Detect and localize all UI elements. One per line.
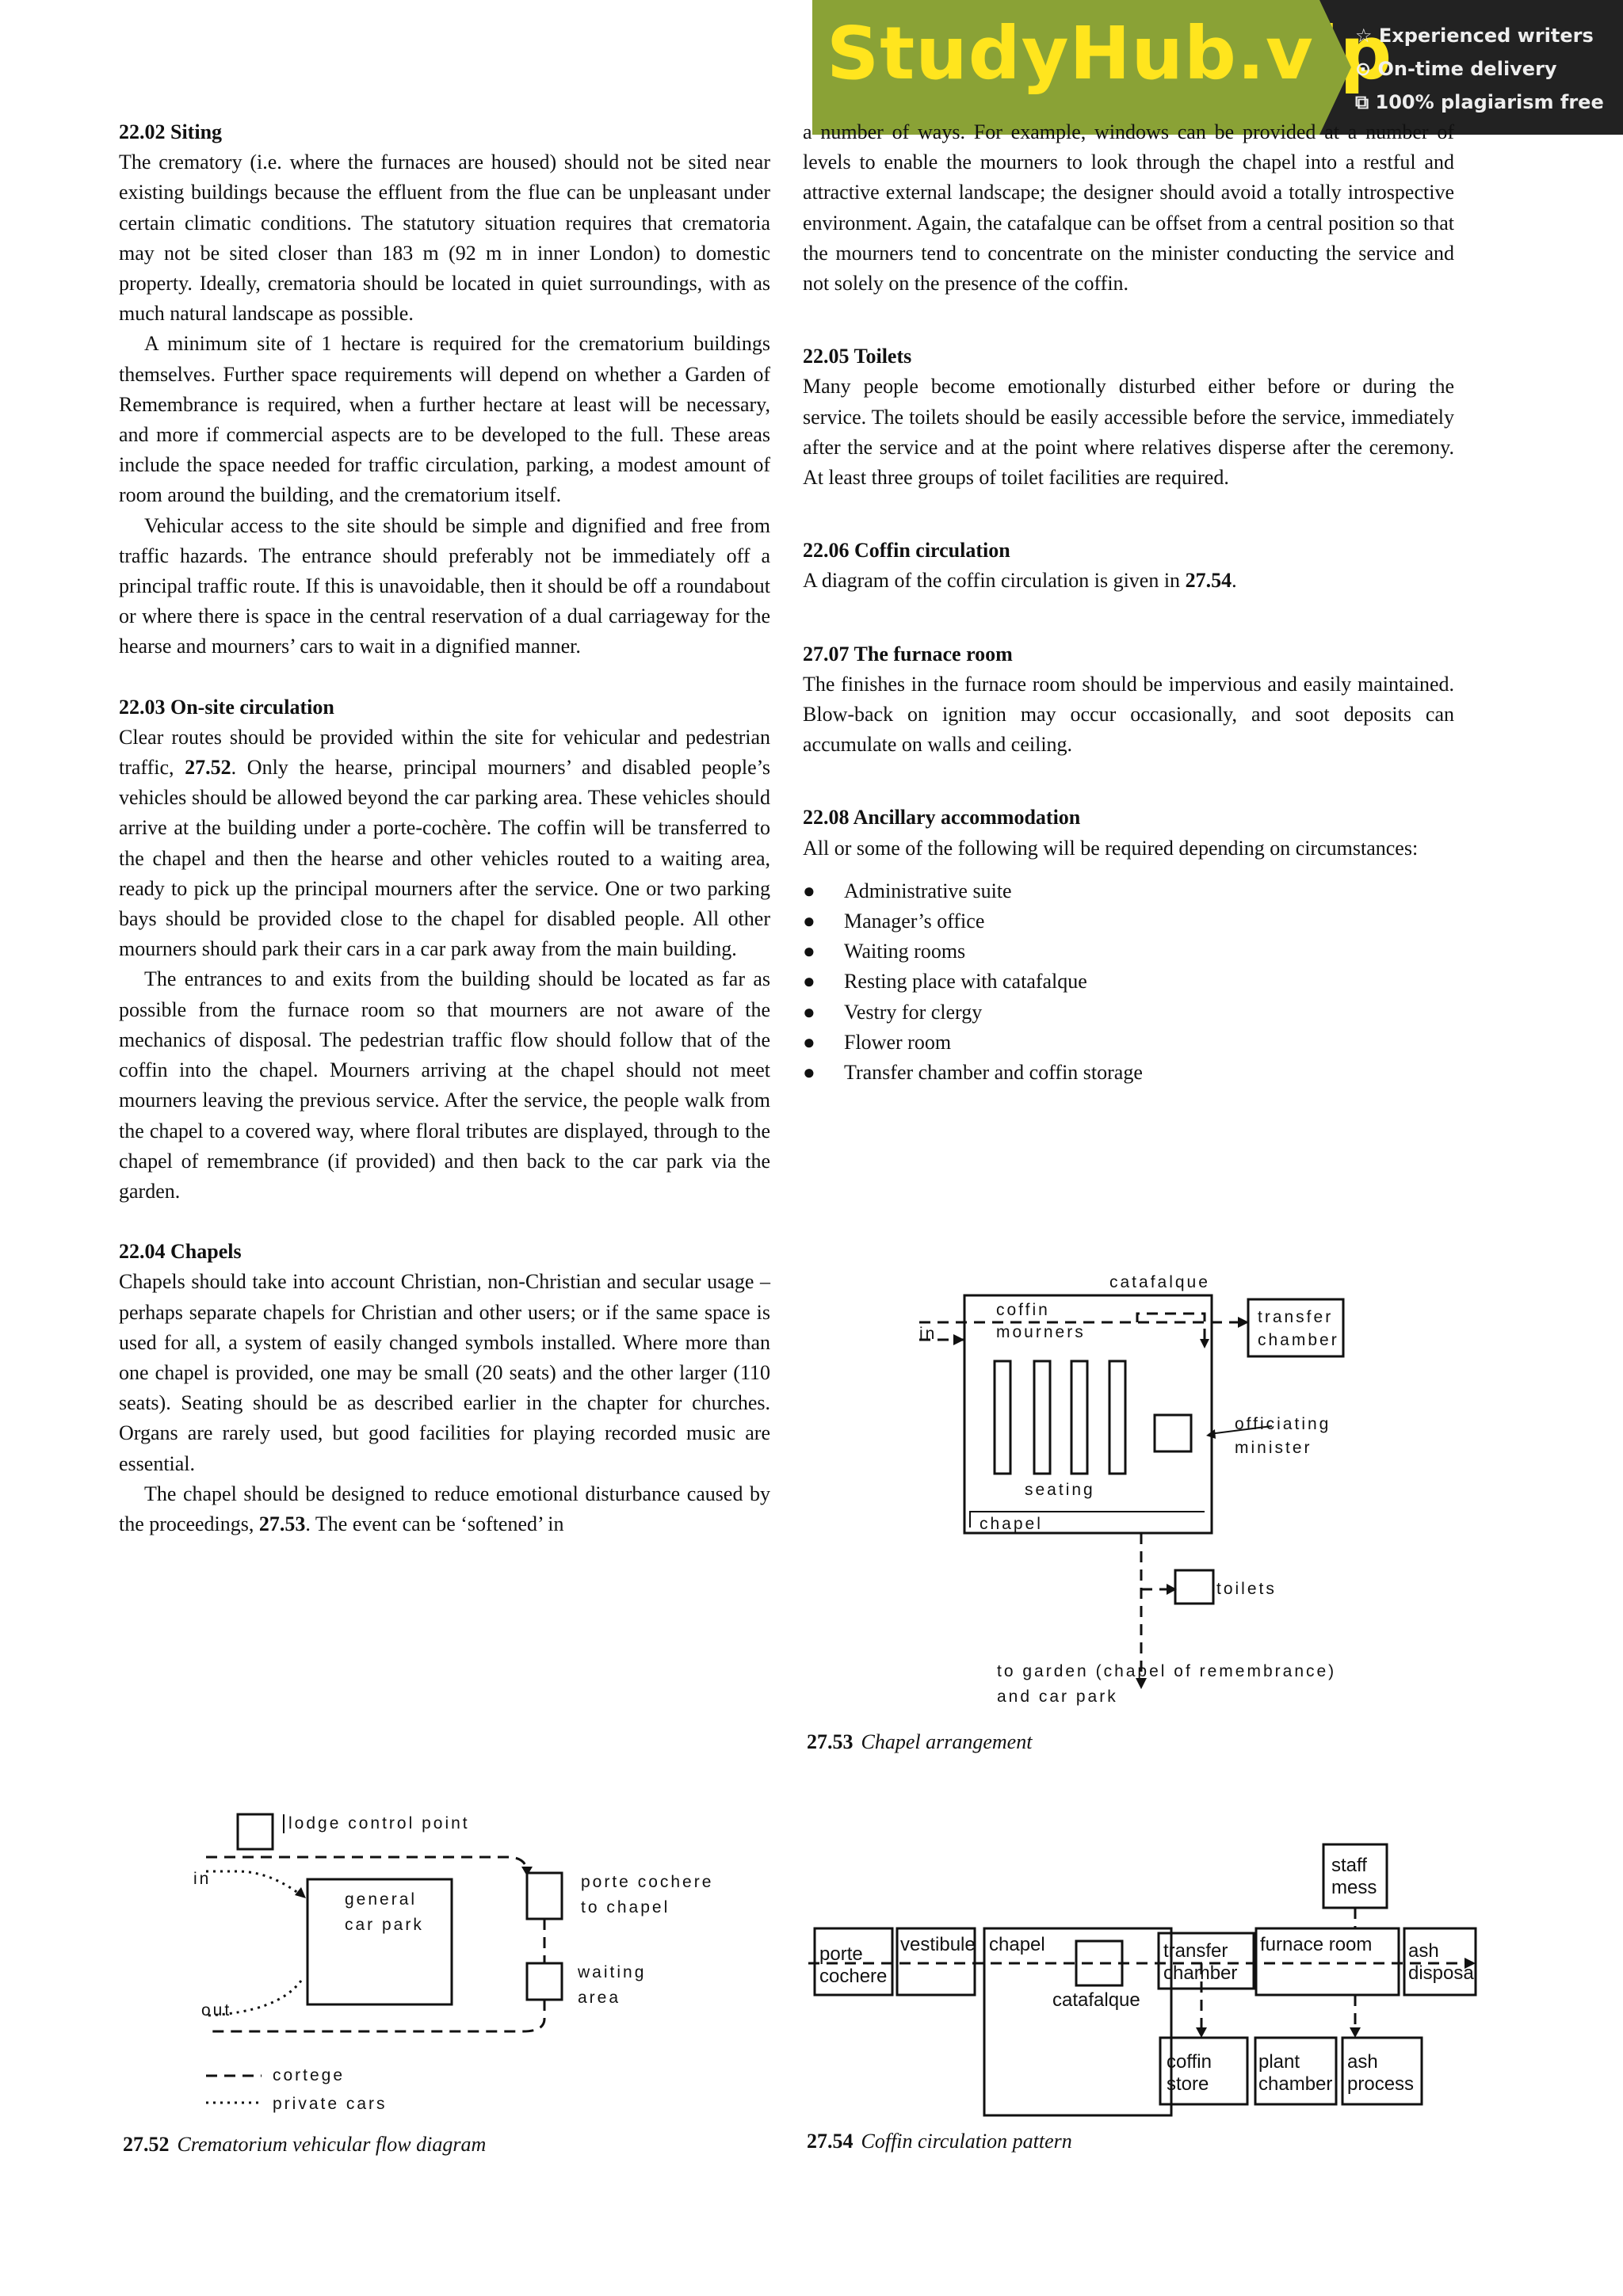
label-seating: seating	[1025, 1481, 1095, 1499]
list-item: ● Manager’s office	[803, 906, 1454, 936]
label-ash-process-ash: ash	[1347, 2051, 1378, 2073]
heading-furnace-room: 27.07 The furnace room	[803, 642, 1013, 666]
staff-mess-box	[1323, 1844, 1387, 1908]
label-coffin: coffin	[996, 1301, 1050, 1319]
list-item: ● Administrative suite	[803, 876, 1454, 906]
label-coffin: coffin	[1167, 2051, 1212, 2073]
ancillary-list	[803, 876, 1454, 1088]
paragraph: A minimum site of 1 hectare is required for the crematorium buildings themselves. Further space requirements will depend on whether a Garden of Remembrance is required, when a further hectare at least will be necessary, and more if commercial aspects are to be developed to the full. These areas include the space needed for traffic circulation, parking, a modest amount of room around the building, and the crematorium itself.	[119, 332, 770, 507]
label-porte: porte	[819, 1943, 863, 1965]
label-porte-cochere: porte cochere	[581, 1873, 714, 1891]
paragraph: The entrances to and exits from the building should be located as far as possible from the furnace room so that mourners are not aware of the mechanics of disposal. The pedestrian traffic flow should follow that of the coffin into the chapel. Mourners arriving at the chapel should not meet mourners leaving the previous service. After the service, the people walk from the chapel to a covered way, where floral tributes are displayed, through to the chapel of remembrance (if provided) and then back to the car park via the garden.	[119, 967, 770, 1203]
figure-ref[interactable]: 27.54	[1185, 569, 1232, 593]
label-plant: plant	[1258, 2051, 1300, 2073]
list-item: ● Vestry for clergy	[803, 997, 1454, 1028]
heading-chapels: 22.04 Chapels	[119, 1240, 242, 1264]
label-waiting: waiting	[578, 1963, 647, 1981]
waiting-area-box	[527, 1963, 562, 2000]
label-mourners: mourners	[996, 1323, 1086, 1341]
vehicular-flow-diagram	[190, 1798, 745, 2115]
paragraph: Clear routes should be provided within the site for vehicular and pedestrian traffic, 27.52. Only the hearse, principal mourners’ and disabled people’s vehicles should be allowed beyond the car parking area. These vehicles should arrive at the building under a porte-cochère. The coffin will be transferred to the chapel and then the hearse and other vehicles routed to a waiting area, ready to pick up the principal mourners after the service. One or two parking bays should be provided close to the chapel for disabled people. All other mourners should park their cars in a car park away from the main building.	[119, 725, 770, 961]
feature-plagiarism: ⧉ 100% plagiarism free	[1355, 91, 1604, 113]
label-general: general	[345, 1890, 418, 1909]
feature-writers: ☆ Experienced writers	[1355, 25, 1594, 47]
studyhub-logo: StudyHub.vip	[827, 11, 1393, 96]
heading-ancillary: 22.08 Ancillary accommodation	[803, 806, 1081, 830]
heading-onsite-circulation: 22.03 On-site circulation	[119, 695, 334, 719]
paragraph: All or some of the following will be required depending on circumstances:	[803, 836, 1419, 860]
label-car-park: and car park	[997, 1688, 1118, 1706]
paragraph: The chapel should be designed to reduce emotional disturbance caused by the proceedings, 27.53. The event can be ‘softened’ in	[119, 1482, 770, 1535]
seating-row	[1071, 1361, 1087, 1474]
feature-delivery: ⊙ On-time delivery	[1355, 58, 1557, 80]
coffin-circulation-diagram	[808, 1830, 1482, 2131]
porte-cochere-box	[527, 1873, 562, 1919]
label-disposal: disposal	[1408, 1962, 1479, 1984]
paragraph: Chapels should take into account Christian, non-Christian and secular usage – perhaps separate chapels for Christian and other users; or if the same space is used for all, a system of easily changed symbols installed. Where more than one chapel is provided, one may be small (20 seats) and the other larger (110 seats). Seating should be as described earlier in the chapter for churches. Organs are rarely used, but good facilities for playing recorded music are essential.	[119, 1270, 770, 1475]
label-lodge: lodge control point	[288, 1814, 470, 1833]
toilets-box	[1175, 1570, 1213, 1604]
label-mess: mess	[1331, 1877, 1377, 1898]
legend-cortege: cortege	[273, 2066, 346, 2084]
list-item: ● Flower room	[803, 1028, 1454, 1058]
minister-box	[1155, 1415, 1191, 1451]
list-item: ● Transfer chamber and coffin storage	[803, 1058, 1454, 1088]
legend-private-cars: private cars	[273, 2095, 388, 2113]
label-ash: ash	[1408, 1940, 1439, 1962]
seating-row	[1034, 1361, 1050, 1474]
paragraph: The crematory (i.e. where the furnaces are housed) should not be sited near existing buildings because the effluent from the flue can be unpleasant under certain climatic conditions. The statutory situation requires that crematoria may not be sited closer than 183 m (92 m in inner London) to domestic property. Ideally, crematoria should be located in quiet surroundings, with as much natural landscape as possible.	[119, 151, 770, 326]
label-catafalque: catafalque	[1052, 1989, 1140, 2011]
label-in: in	[193, 1870, 212, 1888]
label-transfer: transfer	[1258, 1308, 1334, 1326]
label-cochere: cochere	[819, 1966, 888, 1987]
label-chamber: chamber	[1258, 1331, 1339, 1349]
paragraph-continued: a number of ways. For example, windows can be provided at a number of levels to enable the mourners to look through the chapel into a restful and attractive external landscape; the designer should avoid a totally introspective environment. Again, the catafalque can be offset from a central position so that the mourners tend to concentrate on the minister conducting the service and not solely on the presence of the coffin.	[803, 120, 1454, 296]
paragraph: The finishes in the furnace room should be impervious and easily maintained. Blow-back on ignition may occur occasionally, and soot deposits can accumulate on walls and ceiling.	[803, 672, 1454, 757]
chapel-box	[984, 1928, 1171, 2115]
lodge-box	[238, 1814, 273, 1849]
paragraph: A diagram of the coffin circulation is given in 27.54.	[803, 569, 1237, 593]
right-column	[803, 117, 1454, 1088]
heading-toilets: 22.05 Toilets	[803, 345, 912, 368]
seating-row	[1109, 1361, 1125, 1474]
label-furnace-room: furnace room	[1260, 1934, 1373, 1955]
list-item: ● Waiting rooms	[803, 936, 1454, 967]
label-area: area	[578, 1989, 621, 2007]
paragraph: Vehicular access to the site should be simple and dignified and free from traffic hazards. The entrance should preferably not be immediately off a principal traffic route. If this is unavoidable, then it should be off a roundabout or where there is space in the central reservation of a dual carriageway for the hearse and mourners’ cars to wait in a dignified manner.	[119, 513, 770, 658]
label-minister: minister	[1235, 1439, 1312, 1457]
label-officiating: officiating	[1235, 1415, 1331, 1433]
heading-siting: 22.02 Siting	[119, 120, 223, 143]
label-transfer: transfer	[1163, 1940, 1228, 1962]
label-staff: staff	[1331, 1855, 1367, 1876]
heading-coffin-circulation: 22.06 Coffin circulation	[803, 539, 1010, 563]
label-toilets: toilets	[1216, 1580, 1277, 1598]
list-item: ● Resting place with catafalque	[803, 967, 1454, 997]
promo-banner[interactable]	[812, 0, 1623, 135]
label-garden: to garden (chapel of remembrance)	[997, 1662, 1337, 1680]
label-chamber: chamber	[1163, 1962, 1238, 1984]
seating-row	[995, 1361, 1010, 1474]
label-plant-chamber: chamber	[1258, 2073, 1333, 2095]
figure-ref[interactable]: 27.53	[258, 1512, 306, 1535]
figure-ref[interactable]: 27.52	[185, 756, 231, 780]
label-chapel: chapel	[989, 1934, 1045, 1955]
banner-logo-area	[812, 0, 1393, 135]
chapel-arrangement-diagram	[872, 1260, 1379, 1719]
banner-features	[1355, 19, 1604, 119]
label-store: store	[1167, 2073, 1209, 2095]
caption-27-53: 27.53 Chapel arrangement	[807, 1730, 1033, 1753]
caption-27-52: 27.52 Crematorium vehicular flow diagram	[123, 2133, 487, 2156]
left-column	[119, 117, 770, 1539]
banner-chevron	[1319, 0, 1351, 135]
label-catafalque: catafalque	[1109, 1273, 1210, 1291]
label-vestibule: vestibule	[900, 1934, 976, 1955]
label-to-chapel: to chapel	[581, 1898, 670, 1917]
caption-27-54: 27.54 Coffin circulation pattern	[807, 2130, 1072, 2153]
label-process: process	[1347, 2073, 1415, 2095]
paragraph: Many people become emotionally disturbed either before or during the service. The toilets should be easily accessible before the service, immediately after the service and at the point where relatives disperse after the ceremony. At least three groups of toilet facilities are required.	[803, 375, 1454, 490]
label-out: out	[201, 2001, 232, 2019]
label-car-park: car park	[345, 1916, 424, 1934]
label-in: in	[919, 1325, 938, 1343]
label-chapel: chapel	[980, 1515, 1043, 1533]
